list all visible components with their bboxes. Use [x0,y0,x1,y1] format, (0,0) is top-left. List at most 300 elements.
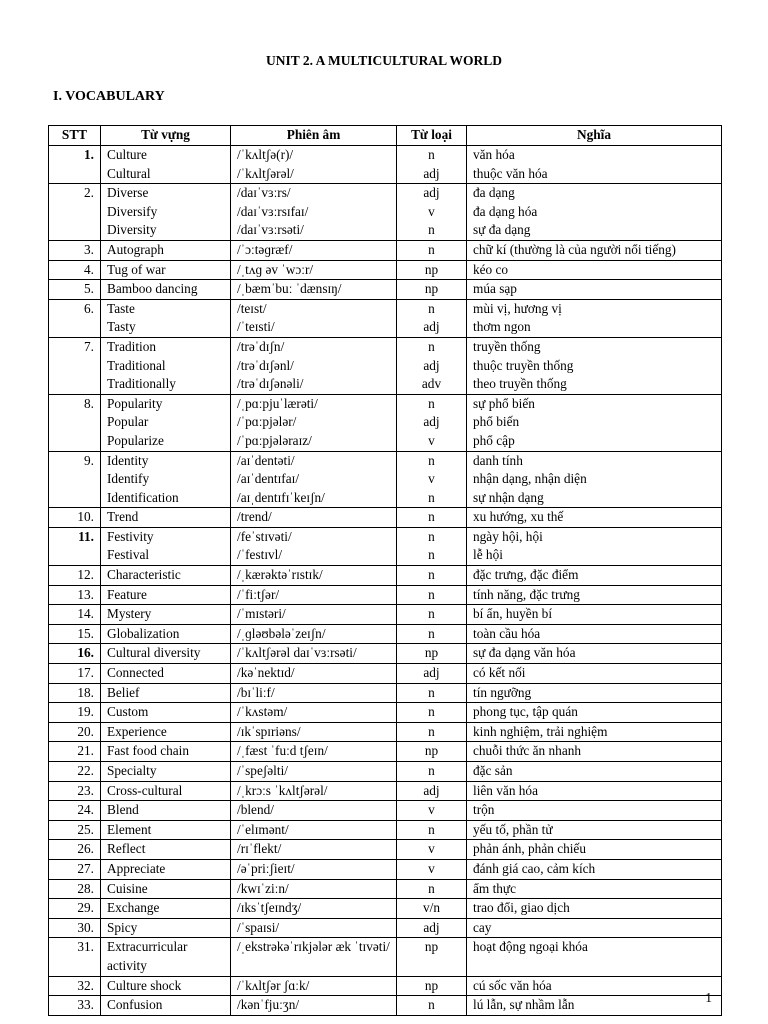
pos-cell [397,742,467,762]
ipa-line: /ˈkʌltʃə(r)/ [237,147,294,162]
meaning-line: xu hướng, xu thế [473,509,564,525]
pos-line: adj [423,782,440,798]
word-line: Popular [107,414,149,430]
meaning-cell [467,624,722,644]
pos-line: n [428,821,435,837]
word-cell [101,859,231,879]
pos-cell [397,801,467,821]
ipa-line: /ˈkʌstəm/ [237,704,288,720]
meaning-line: phong tục, tập quán [473,704,578,720]
meaning-line: tín ngưỡng [473,684,532,700]
row-number: 23. [49,781,101,801]
meaning-line: sự đa dạng [473,222,531,238]
pos-line: n [428,222,435,238]
word-cell [101,260,231,280]
ipa-cell [231,664,397,684]
ipa-line: /aɪˈdentɪfaɪ/ [237,471,300,487]
pos-line: v [428,432,435,448]
vocabulary-table [48,125,722,1016]
pos-line: n [428,606,435,622]
word-line: Confusion [107,997,163,1013]
ipa-cell [231,644,397,664]
meaning-line: yếu tố, phần tử [473,821,553,837]
pos-line: np [424,261,439,277]
table-body [49,146,722,1016]
meaning-cell [467,703,722,723]
meaning-cell [467,996,722,1016]
ipa-cell [231,146,397,184]
ipa-line: /daɪˈvɜːrsəti/ [237,222,304,238]
word-line: Mystery [107,606,152,622]
table-row [49,722,722,742]
word-line: Identify [107,471,150,487]
ipa-line: /ˌekstrəkəˈrɪkjələr æk ˈtɪvəti/ [237,939,390,955]
row-number: 18. [49,683,101,703]
pos-line: n [428,147,435,162]
pos-line: n [428,763,435,778]
word-cell [101,184,231,241]
table-row [49,918,722,938]
ipa-line: /ˈteɪsti/ [237,319,275,335]
word-line: Culture [107,147,147,162]
row-number: 2. [49,184,101,241]
meaning-line: toàn cầu hóa [473,625,541,641]
meaning-cell [467,879,722,899]
ipa-cell [231,337,397,394]
meaning-line: thuộc truyền thống [473,357,574,373]
ipa-cell [231,859,397,879]
meaning-line: chuỗi thức ăn nhanh [473,743,582,759]
meaning-cell [467,840,722,860]
pos-cell [397,976,467,996]
meaning-cell [467,299,722,337]
word-line: Festivity [107,528,154,544]
ipa-line: /ˌtʌɡ əv ˈwɔːr/ [237,261,314,277]
row-number: 32. [49,976,101,996]
word-line: Traditional [107,357,166,373]
row-number: 20. [49,722,101,742]
pos-cell [397,996,467,1016]
table-row [49,240,722,260]
ipa-line: /feˈstɪvəti/ [237,528,292,544]
ipa-cell [231,879,397,899]
pos-line: np [424,743,439,759]
meaning-line: danh tính [473,452,523,468]
word-line: Cuisine [107,880,148,896]
meaning-line: kéo co [473,261,509,277]
pos-line: n [428,567,435,583]
ipa-line: /ˌkrɔːs ˈkʌltʃərəl/ [237,782,328,798]
ipa-line: /aɪˌdentɪfɪˈkeɪʃn/ [237,489,325,505]
pos-cell [397,527,467,565]
word-line: Diversity [107,222,157,238]
meaning-cell [467,683,722,703]
word-line: Festival [107,547,150,563]
ipa-line: /ˈpɑːpjələraɪz/ [237,432,312,448]
table-row [49,146,722,184]
meaning-line: sự đa dạng văn hóa [473,645,576,661]
word-line: Traditionally [107,376,176,392]
ipa-line: /ˈkʌltʃər ʃɑːk/ [237,977,310,993]
pos-line: n [428,997,435,1013]
word-cell [101,762,231,782]
meaning-line: múa sạp [473,281,517,297]
ipa-cell [231,605,397,625]
word-line: Characteristic [107,567,181,583]
pos-line: n [428,547,435,563]
ipa-cell [231,801,397,821]
ipa-cell [231,508,397,528]
word-cell [101,840,231,860]
row-number: 10. [49,508,101,528]
pos-line: v [428,802,435,818]
row-number: 24. [49,801,101,821]
pos-cell [397,260,467,280]
meaning-cell [467,394,722,451]
word-cell [101,527,231,565]
word-cell [101,976,231,996]
ipa-line: /bɪˈliːf/ [237,684,275,700]
table-row [49,337,722,394]
word-line: Trend [107,509,139,525]
pos-line: adj [423,414,440,430]
table-row [49,566,722,586]
section-heading: I. VOCABULARY [53,89,165,104]
ipa-cell [231,280,397,300]
pos-line: np [424,645,439,661]
table-row [49,280,722,300]
ipa-line: /ˈspaɪsi/ [237,919,280,935]
pos-line: n [428,300,435,316]
word-cell [101,820,231,840]
ipa-cell [231,240,397,260]
ipa-cell [231,683,397,703]
word-cell [101,280,231,300]
word-cell [101,585,231,605]
row-number: 12. [49,566,101,586]
pos-cell [397,566,467,586]
ipa-line: /daɪˈvɜːrs/ [237,185,291,201]
meaning-line: đặc trưng, đặc điểm [473,567,579,583]
meaning-cell [467,644,722,664]
row-number: 27. [49,859,101,879]
meaning-cell [467,742,722,762]
ipa-cell [231,918,397,938]
word-line: Extracurricular activity [107,939,188,973]
word-line: Connected [107,665,164,681]
meaning-cell [467,899,722,919]
meaning-cell [467,820,722,840]
row-number: 4. [49,260,101,280]
ipa-cell [231,996,397,1016]
ipa-line: /trəˈdɪʃənəli/ [237,376,304,392]
pos-cell [397,938,467,976]
table-row [49,996,722,1016]
header-word: Từ vựng [101,126,231,146]
ipa-line: /ˈkʌltʃərəl daɪˈvɜːrsəti/ [237,645,357,661]
meaning-cell [467,605,722,625]
word-line: Identity [107,452,149,468]
meaning-line: chữ kí (thường là của người nổi tiếng) [473,241,676,257]
pos-cell [397,840,467,860]
ipa-cell [231,781,397,801]
ipa-cell [231,762,397,782]
word-cell [101,918,231,938]
meaning-cell [467,566,722,586]
ipa-line: /ˈpɑːpjələr/ [237,414,297,430]
word-cell [101,508,231,528]
word-line: Exchange [107,900,160,916]
ipa-line: /trend/ [237,509,272,525]
table-row [49,938,722,976]
pos-line: np [424,939,439,955]
meaning-line: hoạt động ngoại khóa [473,939,588,955]
meaning-line: sự nhận dạng [473,489,544,505]
meaning-line: lú lẫn, sự nhầm lẫn [473,997,575,1013]
table-row [49,664,722,684]
word-cell [101,394,231,451]
row-number: 29. [49,899,101,919]
row-number: 3. [49,240,101,260]
ipa-line: /ˌfæst ˈfuːd tʃeɪn/ [237,743,328,759]
row-number: 31. [49,938,101,976]
row-number: 13. [49,585,101,605]
meaning-line: đa dạng [473,185,515,201]
ipa-line: /daɪˈvɜːrsɪfaɪ/ [237,203,309,219]
meaning-cell [467,722,722,742]
pos-line: n [428,395,435,411]
word-line: Fast food chain [107,743,189,759]
word-cell [101,605,231,625]
word-cell [101,664,231,684]
pos-line: v [428,203,435,219]
ipa-line: /ˌbæmˈbuː ˈdænsɪŋ/ [237,281,342,297]
word-line: Feature [107,586,147,602]
table-row [49,585,722,605]
ipa-line: /ˈspeʃəlti/ [237,763,288,778]
word-cell [101,801,231,821]
pos-cell [397,722,467,742]
header-pos: Từ loại [397,126,467,146]
pos-line: adj [423,919,440,935]
word-cell [101,938,231,976]
pos-line: v [428,860,435,876]
ipa-cell [231,585,397,605]
meaning-cell [467,260,722,280]
word-line: Cultural diversity [107,645,201,661]
ipa-line: /kwɪˈziːn/ [237,880,289,896]
pos-cell [397,664,467,684]
pos-line: n [428,684,435,700]
pos-line: np [424,977,439,993]
pos-cell [397,762,467,782]
pos-line: n [428,723,435,739]
pos-cell [397,280,467,300]
meaning-line: ngày hội, hội [473,528,543,544]
row-number: 22. [49,762,101,782]
row-number: 25. [49,820,101,840]
pos-cell [397,299,467,337]
meaning-cell [467,938,722,976]
row-number: 1. [49,146,101,184]
pos-line: n [428,880,435,896]
word-line: Autograph [107,241,164,257]
table-row [49,703,722,723]
ipa-cell [231,703,397,723]
table-row [49,801,722,821]
ipa-line: /blend/ [237,802,274,818]
pos-line: n [428,452,435,468]
table-row [49,859,722,879]
ipa-line: /ˌpɑːpjuˈlærəti/ [237,395,318,411]
meaning-cell [467,859,722,879]
table-row [49,879,722,899]
meaning-line: cay [473,919,492,935]
ipa-cell [231,394,397,451]
pos-cell [397,703,467,723]
word-line: Tug of war [107,261,166,277]
table-row [49,508,722,528]
ipa-line: /ˈɔːtəɡræf/ [237,241,293,257]
header-ipa: Phiên âm [231,126,397,146]
pos-line: n [428,338,435,354]
meaning-line: thơm ngon [473,319,531,335]
table-row [49,451,722,508]
meaning-line: đánh giá cao, cảm kích [473,860,596,876]
table-row [49,624,722,644]
ipa-line: /ˈfestɪvl/ [237,547,283,563]
word-line: Cross-cultural [107,782,183,798]
ipa-line: /ɪksˈtʃeɪndʒ/ [237,900,302,916]
meaning-line: theo truyền thống [473,376,567,392]
pos-cell [397,146,467,184]
word-cell [101,146,231,184]
pos-line: adj [423,665,440,681]
table-row [49,683,722,703]
table-row [49,781,722,801]
word-line: Taste [107,300,135,316]
word-line: Popularize [107,432,164,448]
pos-line: n [428,704,435,720]
ipa-cell [231,976,397,996]
word-line: Cultural [107,165,151,181]
table-row [49,394,722,451]
table-row [49,742,722,762]
table-header-row [49,126,722,146]
meaning-line: sự phổ biến [473,395,535,411]
row-number: 30. [49,918,101,938]
word-cell [101,879,231,899]
pos-cell [397,240,467,260]
ipa-cell [231,820,397,840]
word-cell [101,299,231,337]
header-meaning: Nghĩa [467,126,722,146]
meaning-cell [467,801,722,821]
meaning-line: tính năng, đặc trưng [473,586,580,602]
pos-cell [397,820,467,840]
meaning-line: đặc sản [473,763,513,778]
word-line: Belief [107,684,140,700]
ipa-cell [231,184,397,241]
table-row [49,605,722,625]
word-line: Spicy [107,919,138,935]
ipa-line: /əˈpriːʃieɪt/ [237,860,295,876]
row-number: 9. [49,451,101,508]
meaning-line: bí ẩn, huyền bí [473,606,553,622]
meaning-cell [467,918,722,938]
word-cell [101,899,231,919]
meaning-cell [467,664,722,684]
word-line: Blend [107,802,139,818]
row-number: 14. [49,605,101,625]
word-line: Appreciate [107,860,166,876]
header-stt: STT [49,126,101,146]
meaning-line: đa dạng hóa [473,203,538,219]
pos-line: n [428,586,435,602]
meaning-line: lễ hội [473,547,503,563]
meaning-cell [467,240,722,260]
table-row [49,899,722,919]
pos-cell [397,508,467,528]
pos-cell [397,337,467,394]
row-number: 19. [49,703,101,723]
ipa-line: /ɪkˈspɪriəns/ [237,723,301,739]
meaning-line: văn hóa [473,147,515,162]
word-cell [101,240,231,260]
pos-line: n [428,528,435,544]
pos-line: n [428,241,435,257]
ipa-cell [231,722,397,742]
row-number: 16. [49,644,101,664]
pos-cell [397,644,467,664]
word-cell [101,742,231,762]
word-line: Identification [107,489,179,505]
pos-line: n [428,625,435,641]
ipa-line: /aɪˈdentəti/ [237,452,295,468]
table-row [49,840,722,860]
ipa-cell [231,299,397,337]
pos-cell [397,781,467,801]
meaning-cell [467,451,722,508]
ipa-line: /trəˈdɪʃn/ [237,338,285,354]
page-number: 1 [705,990,712,1005]
row-number: 8. [49,394,101,451]
pos-cell [397,899,467,919]
table-row [49,762,722,782]
meaning-line: trao đổi, giao dịch [473,900,570,916]
word-line: Custom [107,704,149,720]
pos-cell [397,683,467,703]
row-number: 5. [49,280,101,300]
pos-line: adj [423,357,440,373]
word-line: Reflect [107,841,146,857]
pos-cell [397,918,467,938]
word-line: Element [107,821,152,837]
row-number: 26. [49,840,101,860]
word-cell [101,996,231,1016]
ipa-line: /teɪst/ [237,300,267,316]
pos-line: v [428,471,435,487]
pos-cell [397,605,467,625]
word-line: Tradition [107,338,157,354]
meaning-cell [467,146,722,184]
ipa-line: /kəˈnektɪd/ [237,665,295,681]
meaning-cell [467,585,722,605]
word-cell [101,451,231,508]
row-number: 11. [49,527,101,565]
ipa-line: /ˈfiːtʃər/ [237,586,280,602]
meaning-line: liên văn hóa [473,782,538,798]
